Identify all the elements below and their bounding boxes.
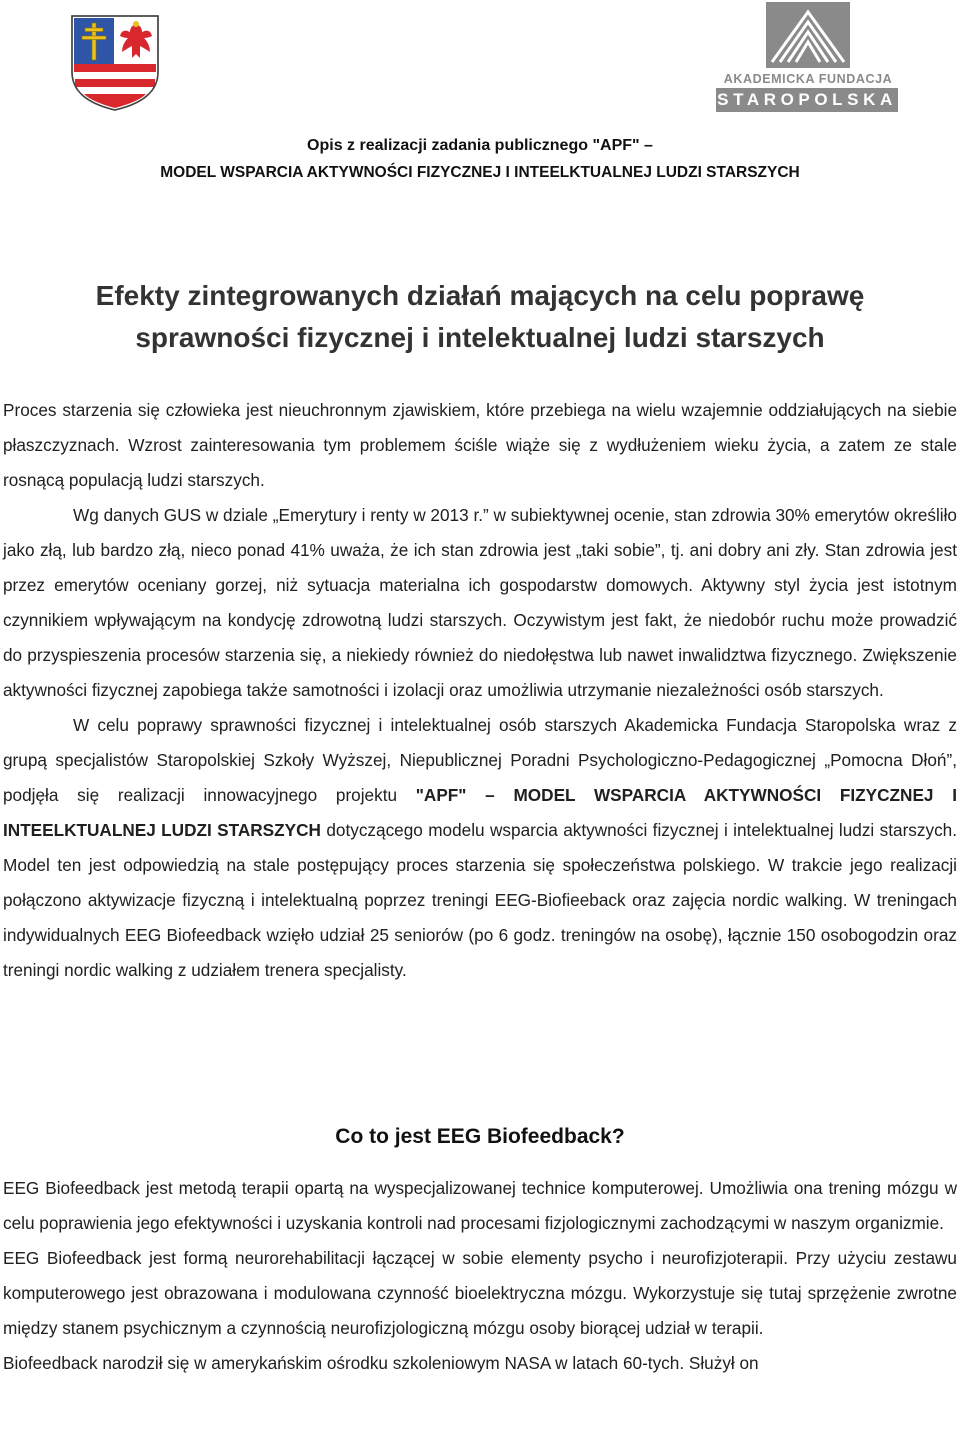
paragraph-project: [3, 708, 957, 988]
coat-of-arms-logo: [70, 14, 160, 112]
paragraph-gus-data: [3, 498, 957, 708]
headline-line1: Efekty zintegrowanych działań mających na celu poprawę: [95, 280, 865, 311]
foundation-logo: [716, 2, 900, 114]
project-title-line1: Opis z realizacji zadania publicznego "APF" –: [307, 137, 653, 154]
section-eeg: [3, 1171, 957, 1381]
foundation-emblem-icon: [766, 2, 850, 68]
project-title-line2: MODEL WSPARCIA AKTYWNOŚCI FIZYCZNEJ I INTEELKTUALNEJ LUDZI STARSZYCH: [160, 164, 800, 181]
project-name: "APF" – MODEL WSPARCIA AKTYWNOŚCI FIZYCZNEJ I INTEELKTUALNEJ LUDZI STARSZYCH: [3, 785, 957, 840]
foundation-name-line1: AKADEMICKA FUNDACJA: [723, 72, 893, 86]
health-assessment-text: Stan zdrowia jest przez emerytów oceniany gorzej, niż sytuacja materialna ich gospodarstw domowych. Aktywny styl życia jest istotnym czynnikiem wpływającym na kondycję zdrowotną ludzi starszych. Oczywistym jest fakt, że niedobór ruchu może prowadzić do przyspieszenia procesów starzenia się, a niekiedy również do niedołęstwa lub nawet inwalidztwa fizycznego. Zwiększenie aktywności fizycznej zapobiega także samotności i izolacji oraz umożliwia utrzymanie niezależności osób starszych.: [3, 540, 957, 700]
headline-line2: sprawności fizycznej i intelektualnej ludzi starszych: [135, 322, 825, 353]
paragraph-eeg-method: EEG Biofeedback jest metodą terapii opartą na wyspecjalizowanej technice komputerowej. Umożliwia ona trening mózgu w celu poprawienia jego efektywności i uzyskania kontroli nad procesami fizjologicznymi zachodzącymi w naszym organizmie.: [3, 1178, 957, 1233]
paragraph-aging: Proces starzenia się człowieka jest nieuchronnym zjawiskiem, które przebiega na wielu wzajemnie oddziałujących na siebie płaszczyznach. Wzrost zainteresowania tym problemem ściśle wiąże się z wydłużeniem wieku życia, a zatem ze stale rosnącą populacją ludzi starszych.: [3, 400, 957, 490]
project-description-text: dotyczącego modelu wsparcia aktywności fizycznej i intelektualnej ludzi starszych. Model ten jest odpowiedzią na stale postępujący proces starzenia się społeczeństwa polskiego. W trakcie jego realizacji połączono aktywizacje fizyczną i intelektualną poprzez treningi EEG-Biofieeback oraz zajęcia nordic walking. W treningach indywidualnych EEG Biofeedback wzięło udział 25 seniorów (po 6 godz. treningów na osobę), łącznie 150 osobogodzin oraz treningi nordic walking z udziałem trenera specjalisty.: [3, 820, 958, 980]
paragraph-eeg-form: EEG Biofeedback jest formą neurorehabilitacji łączącej w sobie elementy psycho i neurofizjoterapii. Przy użyciu zestawu komputerowego jest obrazowana i modulowana czynność bioelektryczna mózgu. Wykorzystuje się tutaj sprzężenie zwrotne między stanem psychicznym a czynnością neurofizjologiczną mózgu osoby biorącej udział w terapii.: [3, 1248, 957, 1338]
section-intro: [3, 393, 957, 988]
foundation-name-line2: STAROPOLSKA: [716, 88, 898, 112]
section-heading-eeg: Co to jest EEG Biofeedback?: [335, 1125, 625, 1148]
paragraph-eeg-origin: Biofeedback narodził się w amerykańskim ośrodku szkoleniowym NASA w latach 60-tych. Służył on: [3, 1353, 759, 1373]
gus-data-text: Wg danych GUS w dziale „Emerytury i renty w 2013 r.” w subiektywnej ocenie, stan zdrowia 30% emerytów określiło jako złą, lub bardzo złą, nieco ponad 41% uważa, że ich stan zdrowia jest „taki sobie”, tj. ani dobry ani zły.: [3, 505, 957, 560]
project-intro-text: W celu poprawy sprawności fizycznej i intelektualnej osób starszych Akademicka Fundacja Staropolska wraz z grupą specjalistów Staropolskiej Szkoły Wyższej, Niepublicznej Poradni Psychologiczno-Pedagogicznej „Pomocna Dłoń”, podjęła się realizacji innowacyjnego projektu: [3, 715, 957, 805]
